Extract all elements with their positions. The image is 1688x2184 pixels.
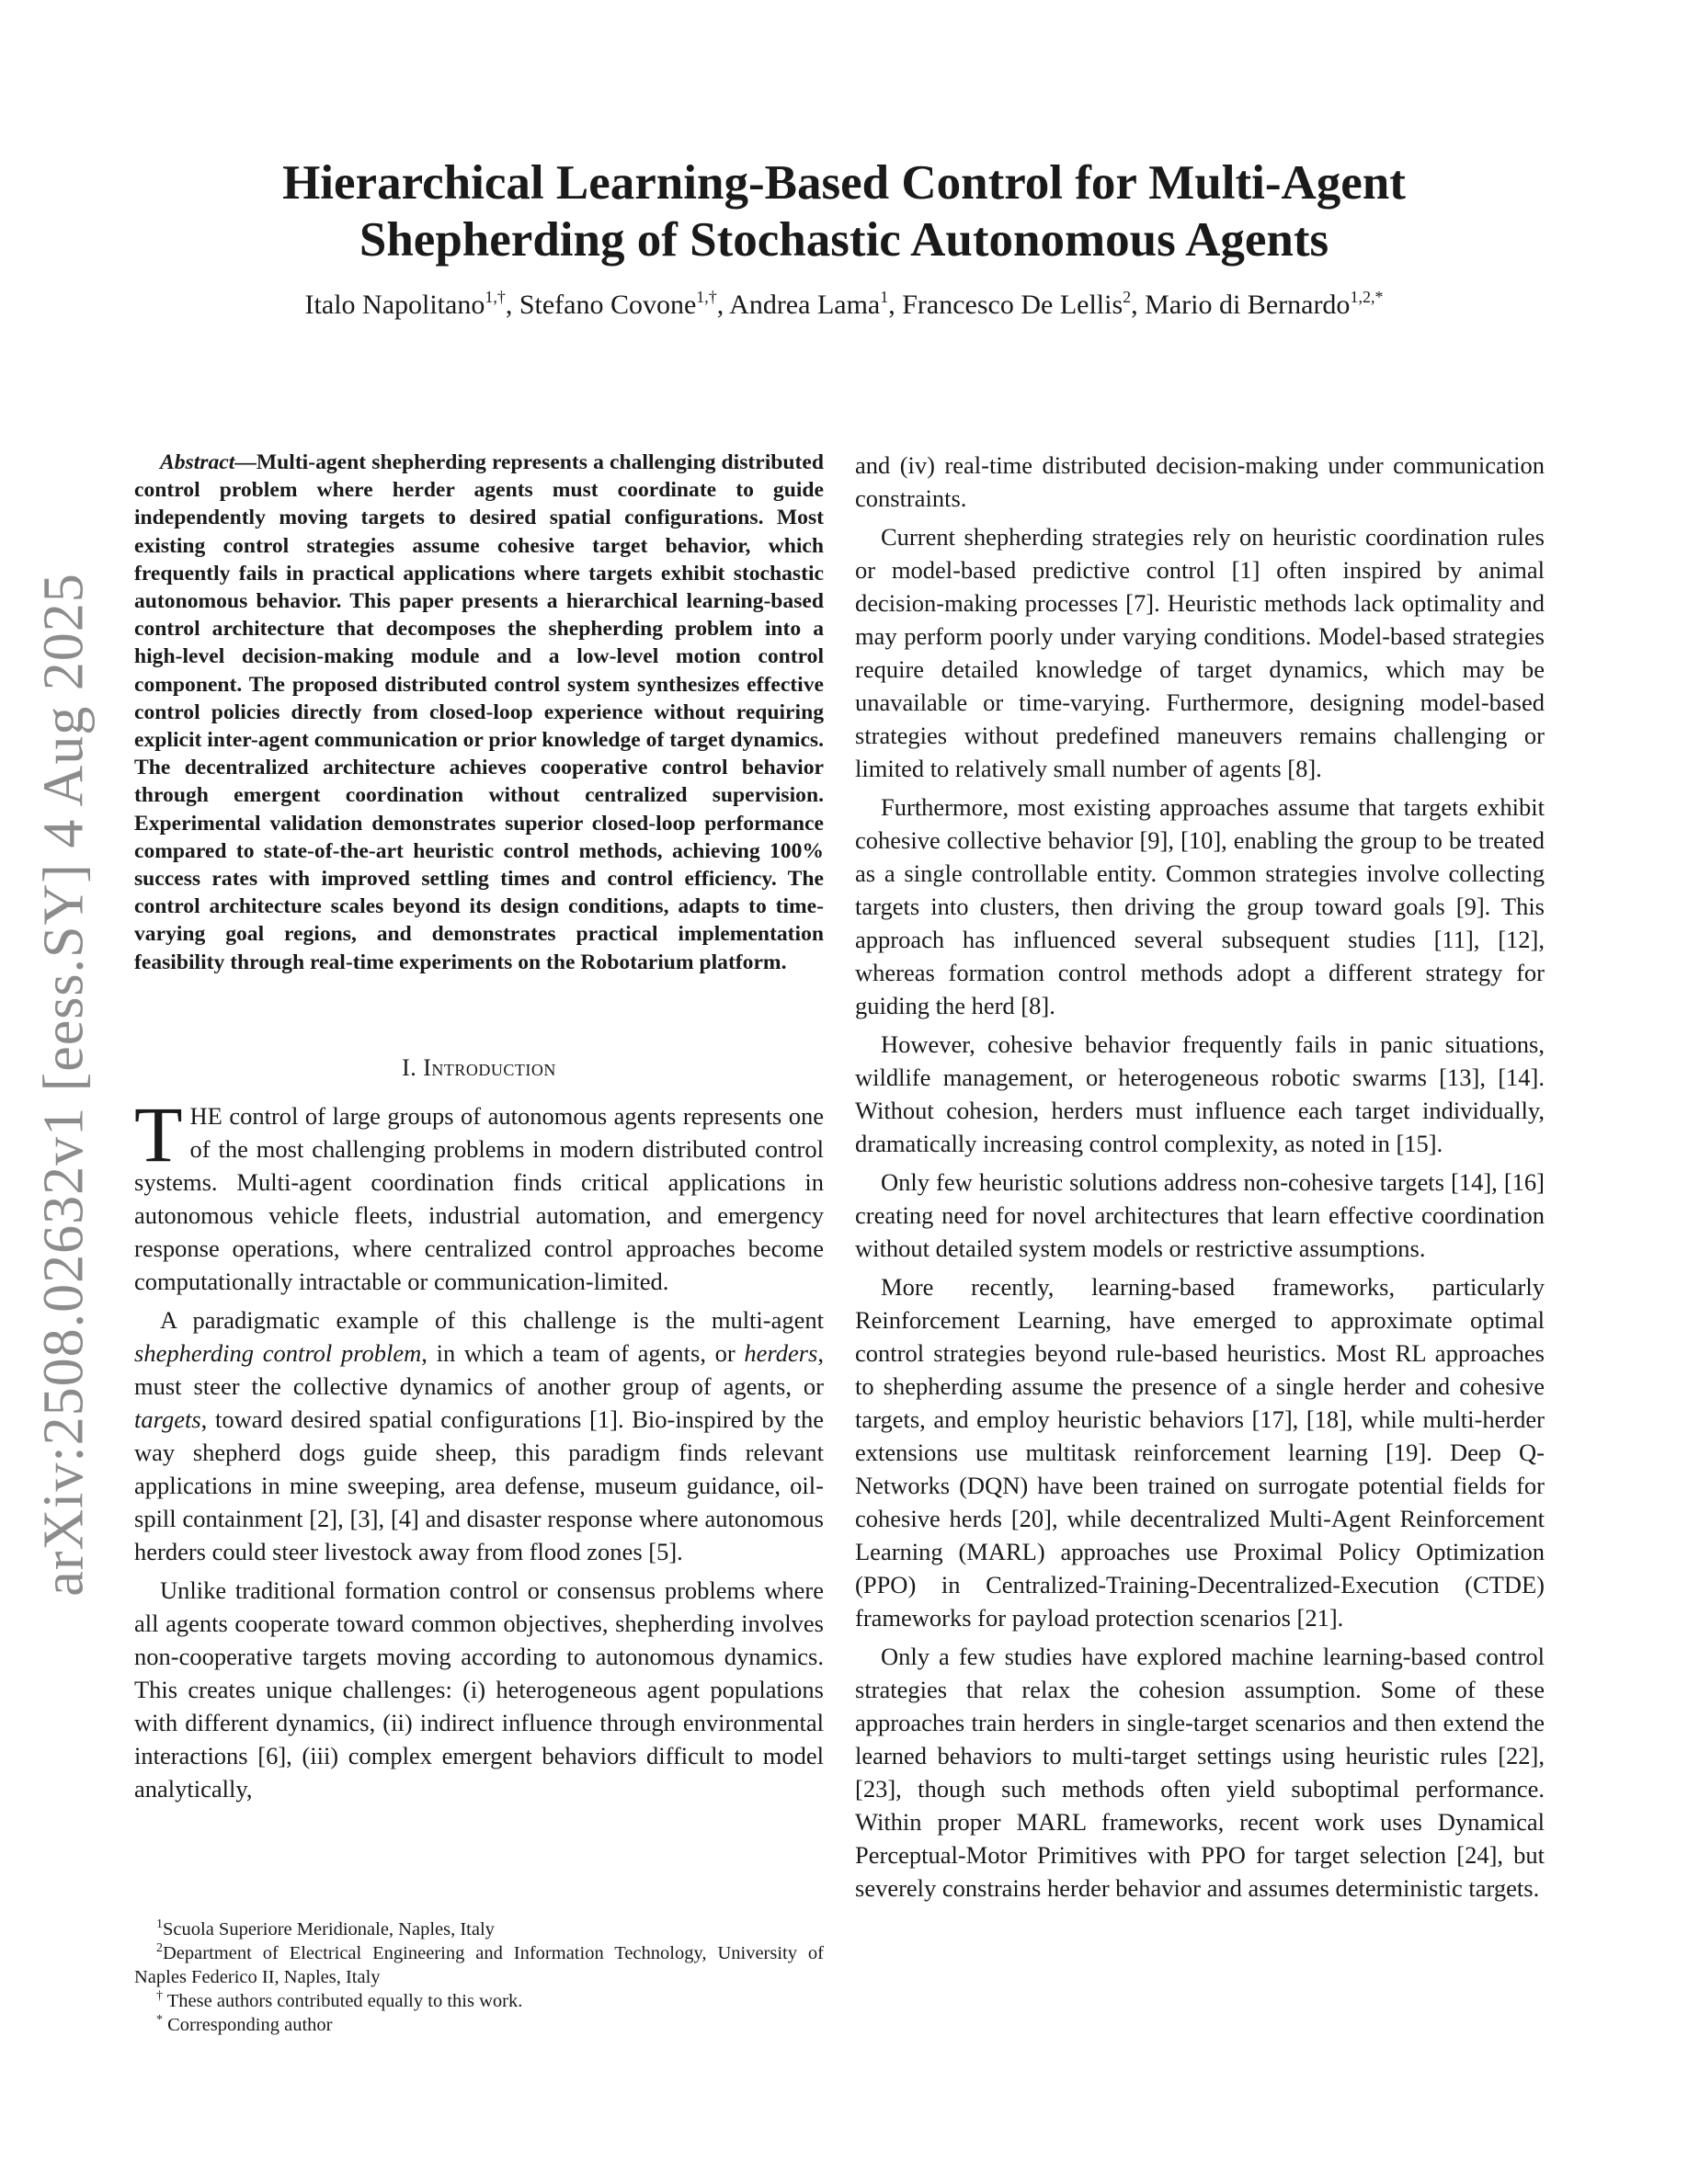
footnote [134,1941,824,1989]
author-affiliation: 1 [880,288,889,306]
footnote-mark: † [156,1989,163,2003]
author-name: Andrea Lama [729,290,881,320]
intro-paragraph-9: Only a few studies have explored machine learning-based control strategies that relax the cohesion assumption. Some of these approaches train herders in single-target scenarios and then extend the learned behaviors to multi-target settings using heuristic rules [22], [23], though such methods often yield suboptimal performance. Within proper MARL frameworks, recent work uses Dynamical Perceptual-Motor Primitives with PPO for target selection [24], but severely constrains herder behavior and assumes deterministic targets. [855,1643,1545,1902]
emphasis-term: targets [134,1405,201,1433]
title-line-2: Shepherding of Stochastic Autonomous Agents [359,213,1329,267]
right-column [855,449,1545,1910]
author-affiliation: 1,† [485,288,506,306]
footnotes [134,1917,824,2037]
author-name: Italo Napolitano [304,290,485,320]
author-affiliation: 1,2,* [1350,288,1384,306]
arxiv-watermark [18,570,110,1599]
author-name: Mario di Bernardo [1145,290,1351,320]
intro-paragraph-6: However, cohesive behavior frequently fails in panic situations, wildlife management, or heterogeneous robotic swarms [13], [14]. Without cohesion, herders must influence each target individually, dramatically increasing control complexity, as noted in [15]. [855,1030,1545,1157]
intro-paragraph-1 [134,1089,824,1298]
intro-paragraph-4: Current shepherding strategies rely on heuristic coordination rules or model-based predictive control [1] often inspired by animal decision-making processes [7]. Heuristic methods lack optimality and may perform poorly under varying conditions. Model-based strategies require detailed knowledge of target dynamics, which may be unavailable or time-varying. Furthermore, designing model-based strategies without predefined maneuvers remains challenging or limited to relatively small number of agents [8]. [855,523,1545,782]
footnote-text: Department of Electrical Engineering and Information Technology, University of Naples Federico II, Naples, Italy [134,1943,824,1987]
footnote [134,2013,824,2037]
footnote [134,1917,824,1941]
text-run: A paradigmatic example of this challenge is the multi-agent [160,1305,824,1334]
author-affiliation: 1,† [696,288,717,306]
drop-cap: T [134,1089,183,1178]
emphasis-term: herders [744,1338,818,1367]
footnote-mark: * [156,2013,163,2027]
intro-paragraph-1-text: HE control of large groups of autonomous agents represents one of the most challenging problems in modern distributed control systems. Multi-agent coordination finds critical applications in autonomous vehicle fleets, industrial automation, and emergency response operations, where centralized control approaches become computationally intractable or communication-limited. [134,1101,824,1295]
text-run: , in which a team of agents, or [421,1338,745,1367]
intro-paragraph-continued: and (iv) real-time distributed decision-making under communication constraints. [855,451,1545,512]
footnote-text: These authors contributed equally to this work. [163,1991,523,2011]
author-list: Italo Napolitano$^{1,\dagger}$, Stefano Covone$^{1,\dagger}$, Andrea Lama$^1$, Francesco De Lellis$^2$, Mario di Bernardo$^{1,2,*}$ [304,288,1384,320]
intro-paragraph-7: Only few heuristic solutions address non-cohesive targets [14], [16] creating need for novel architectures that learn effective coordination without detailed system models or restrictive assumptions. [855,1168,1545,1262]
emphasis-term: shepherding control problem [134,1338,422,1367]
footnote-mark: 1 [156,1917,163,1931]
author-name: Francesco De Lellis [902,290,1123,320]
intro-paragraph-8: More recently, learning-based frameworks, particularly Reinforcement Learning, have emerged to approximate optimal control strategies beyond rule-based heuristics. Most RL approaches to shepherding assume the presence of a single herder and cohesive targets, and employ heuristic behaviors [17], [18], while multi-herder extensions use multitask reinforcement learning [19]. Deep Q-Networks (DQN) have been trained on surrogate potential fields for cohesive herds [20], while decentralized Multi-Agent Reinforcement Learning (MARL) approaches use Proximal Policy Optimization (PPO) in Centralized-Training-Decentralized-Execution (CTDE) frameworks for payload protection scenarios [21]. [855,1273,1545,1632]
footnote-text: Scuola Superiore Meridionale, Naples, Italy [163,1919,495,1939]
intro-paragraph-2 [134,1303,824,1568]
abstract-label: Abstract [160,450,235,474]
text-run: , must steer the collective dynamics of another group of agents, or [134,1338,824,1400]
footnote [134,1989,824,2013]
title-line-1: Hierarchical Learning-Based Control for Multi-Agent [282,156,1406,210]
left-column [134,449,824,1811]
footnote-mark: 2 [156,1941,163,1955]
author-affiliation: 2 [1123,288,1132,306]
text-run: , toward desired spatial configurations [1]. Bio-inspired by the way shepherd dogs guide sheep, this paradigm finds relevant applications in mine sweeping, area defense, museum guidance, oil-spill containment [2], [3], [4] and disaster response where autonomous herders could steer livestock away from flood zones [5]. [134,1405,824,1565]
paper-title [147,154,1541,268]
section-heading-introduction: I. Introduction [402,1053,556,1081]
intro-paragraph-3: Unlike traditional formation control or consensus problems where all agents cooperate toward common objectives, shepherding involves non-cooperative targets moving according to autonomous dynamics. This creates unique challenges: (i) heterogeneous agent populations with different dynamics, (ii) indirect influence through environmental interactions [6], (iii) complex emergent behaviors difficult to model analytically, [134,1575,824,1803]
abstract-text: —Multi-agent shepherding represents a challenging distributed control problem where herder agents must coordinate to guide independently moving targets to desired spatial configurations. Most existing control strategies assume cohesive target behavior, which frequently fails in practical applications where targets exhibit stochastic autonomous behavior. This paper presents a hierarchical learning-based control architecture that decomposes the shepherding problem into a high-level decision-making module and a low-level motion control component. The proposed distributed control system synthesizes effective control policies directly from closed-loop experience without requiring explicit inter-agent communication or prior knowledge of target dynamics. The decentralized architecture achieves cooperative control behavior through emergent coordination without centralized supervision. Experimental validation demonstrates superior closed-loop performance compared to state-of-the-art heuristic control methods, achieving 100% success rates with improved settling times and control efficiency. The control architecture scales beyond its design conditions, adapts to time-varying goal regions, and demonstrates practical implementation feasibility through real-time experiments on the Robotarium platform. [134,450,824,974]
footnote-text: Corresponding author [163,2015,333,2035]
arxiv-id: arXiv:2508.02632v1 [eess.SY] 4 Aug 2025 [32,573,96,1597]
abstract [134,449,824,976]
author-name: Stefano Covone [519,290,697,320]
intro-paragraph-5: Furthermore, most existing approaches assume that targets exhibit cohesive collective behavior [9], [10], enabling the group to be treated as a single controllable entity. Common strategies involve collecting targets into clusters, then driving the group toward goals [9]. This approach has influenced several subsequent studies [11], [12], whereas formation control methods adopt a different strategy for guiding the herd [8]. [855,793,1545,1019]
